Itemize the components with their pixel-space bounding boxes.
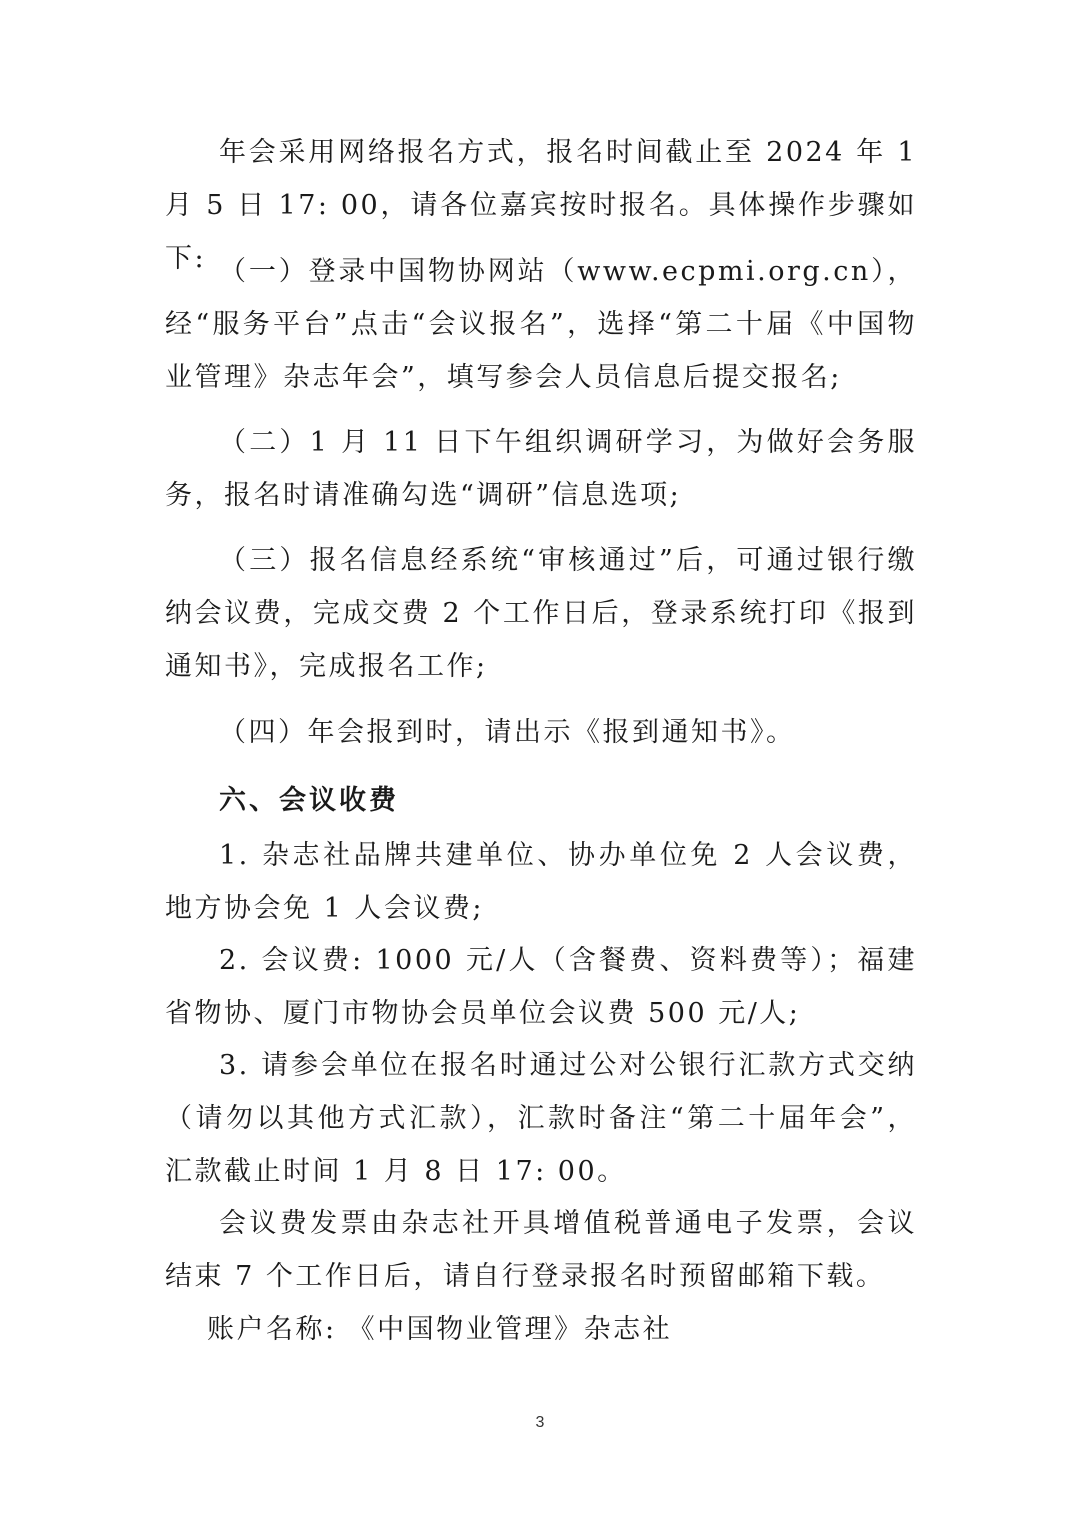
step-4-paragraph: （四）年会报到时，请出示《报到通知书》。 [219,717,796,748]
account-name-line: 账户名称: 《中国物业管理》杂志社 [207,1314,673,1345]
fee-item-3-paragraph: 3. 请参会单位在报名时通过公对公银行汇款方式交纳（请勿以其他方式汇款），汇款时备注“第二十届年会”，汇款截止时间 1 月 8 日 17: 00。 [165,1050,917,1187]
registration-intro-paragraph: 年会采用网络报名方式，报名时间截止至 2024 年 1 月 5 日 17: 00，请各位嘉宾按时报名。具体操作步骤如下: [165,137,917,274]
invoice-note-paragraph: 会议费发票由杂志社开具增值税普通电子发票，会议结束 7 个工作日后，请自行登录报名时预留邮箱下载。 [165,1208,917,1292]
fee-item-1-paragraph: 1. 杂志社品牌共建单位、协办单位免 2 人会议费，地方协会免 1 人会议费; [165,840,917,924]
step-3-paragraph: （三）报名信息经系统“审核通过”后，可通过银行缴纳会议费，完成交费 2 个工作日后，登录系统打印《报到通知书》，完成报名工作; [165,545,917,682]
step-1-paragraph: （一）登录中国物协网站（www.ecpmi.org.cn），经“服务平台”点击“会议报名”，选择“第二十届《中国物业管理》杂志年会”，填写参会人员信息后提交报名; [165,256,917,393]
page-number: 3 [535,1414,545,1431]
section-heading-meeting-fees: 六、会议收费 [219,785,399,816]
fee-item-2-paragraph: 2. 会议费: 1000 元/人（含餐费、资料费等）；福建省物协、厦门市物协会员单位会议费 500 元/人; [165,945,917,1029]
step-2-paragraph: （二）1 月 11 日下午组织调研学习，为做好会务服务，报名时请准确勾选“调研”信息选项; [165,427,917,511]
